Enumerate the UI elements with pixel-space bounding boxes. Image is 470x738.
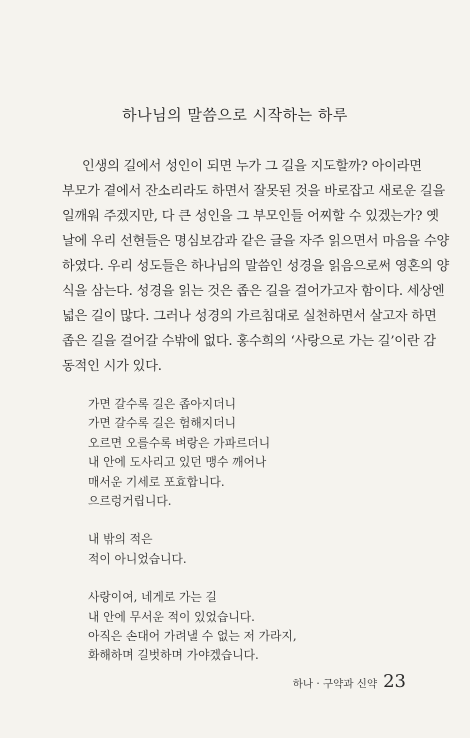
poem-line: 매서운 기세로 포효합니다.: [88, 474, 225, 489]
body-line: 동적인 시가 있다.: [62, 359, 162, 374]
page-title: 하나님의 말씀으로 시작하는 하루: [122, 106, 348, 124]
body-line: 좁은 길을 걸어갈 수밖에 없다. 홍수희의 ‘사랑으로 가는 길’이란 감: [62, 334, 436, 349]
poem-stanza: [88, 530, 408, 569]
body-line: 하였다. 우리 성도들은 하나님의 말씀인 성경을 읽음으로써 영혼의 양: [62, 259, 450, 274]
poem-stanza: [88, 588, 408, 666]
poem-line: 오르면 오를수록 벼랑은 가파르더니: [88, 435, 271, 450]
body-line: 일깨워 주겠지만, 다 큰 성인을 그 부모인들 어찌할 수 있겠는가? 옛: [62, 209, 439, 224]
body-line: 넓은 길이 많다. 그러나 성경의 가르침대로 실천하면서 살고자 하면: [62, 309, 437, 324]
page-footer: [293, 671, 406, 692]
poem-line: 내 안에 도사리고 있던 맹수 깨어나: [88, 455, 267, 470]
body-line: 부모가 곁에서 잔소리라도 하면서 잘못된 것을 바로잡고 새로운 길을: [62, 184, 446, 199]
section-label: 하나 · 구약과 신약: [292, 678, 378, 690]
body-paragraph: [62, 154, 450, 379]
poem-line: 가면 갈수록 길은 좁아지더니: [88, 397, 236, 411]
poem-line: 사랑이여, 네게로 가는 길: [88, 590, 217, 605]
page-number: 23: [383, 671, 406, 692]
poem-line: 아직은 손대어 가려낼 수 없는 저 가라지,: [88, 628, 297, 643]
poem-line: 내 안에 무서운 적이 있었습니다.: [88, 609, 255, 624]
poem-line: 가면 갈수록 길은 험해지더니: [88, 416, 236, 431]
body-line: 식을 삼는다. 성경을 읽는 것은 좁은 길을 걸어가고자 함이다. 세상엔: [62, 284, 445, 299]
poem-block: [88, 395, 408, 685]
poem-line: 화해하며 길벗하며 가야겠습니다.: [88, 648, 259, 663]
body-line: 날에 우리 선현들은 명심보감과 같은 글을 자주 읽으면서 마음을 수양: [62, 234, 450, 249]
poem-stanza: [88, 395, 408, 511]
poem-line: 적이 아니었습니다.: [88, 551, 187, 566]
body-line: 인생의 길에서 성인이 되면 누가 그 길을 지도할까? 아이라면: [82, 159, 422, 174]
poem-line: 내 밖의 적은: [88, 532, 153, 547]
poem-line: 으르렁거립니다.: [88, 493, 172, 508]
